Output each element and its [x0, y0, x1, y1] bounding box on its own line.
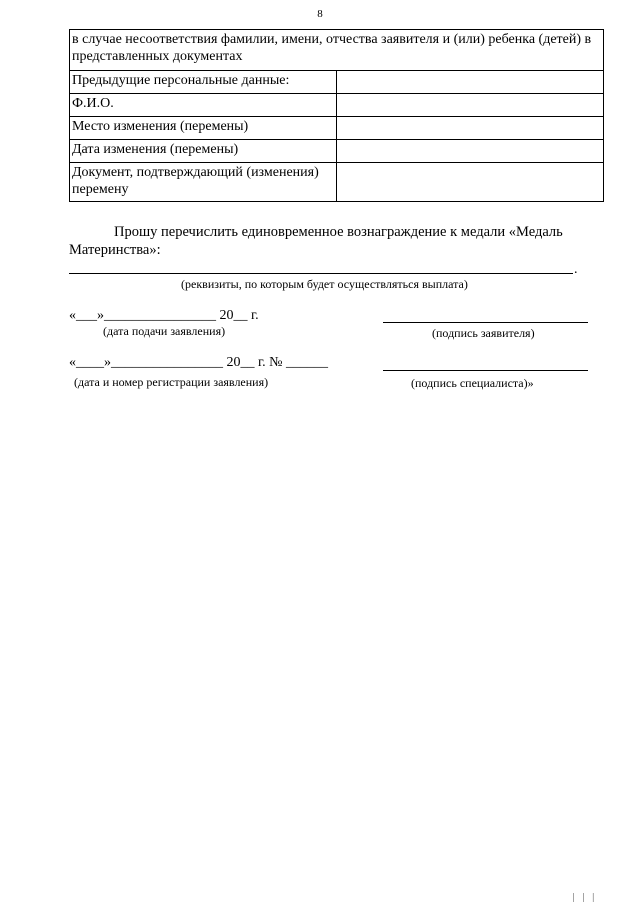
change-document-value[interactable] — [337, 163, 604, 202]
table-row — [70, 71, 604, 94]
table-row — [70, 140, 604, 163]
applicant-signature-caption: (подпись заявителя) — [432, 326, 535, 340]
requisites-caption: (реквизиты, по которым будет осуществляться выплата) — [181, 277, 468, 291]
change-date-label: Дата изменения (перемены) — [70, 140, 337, 163]
specialist-signature-caption: (подпись специалиста)» — [411, 376, 534, 390]
table-row — [70, 163, 604, 202]
change-place-label: Место изменения (перемены) — [70, 117, 337, 140]
requisites-line-end: . — [574, 262, 578, 277]
full-name-value[interactable] — [337, 94, 604, 117]
table-row — [70, 30, 604, 71]
applicant-signature-line[interactable] — [383, 322, 588, 323]
previous-data-label: Предыдущие персональные данные: — [70, 71, 337, 94]
requisites-line[interactable] — [69, 273, 573, 274]
change-place-value[interactable] — [337, 117, 604, 140]
application-date-field[interactable]: «___»________________ 20__ г. — [69, 308, 259, 323]
mismatch-note-cell: в случае несоответствия фамилии, имени, отчества заявителя и (или) ребенка (детей) в представленных документах — [70, 30, 604, 71]
change-date-value[interactable] — [337, 140, 604, 163]
request-paragraph: Прошу перечислить единовременное вознаграждение к медали «Медаль Материнства»: — [69, 224, 563, 258]
previous-data-value[interactable] — [337, 71, 604, 94]
change-document-label: Документ, подтверждающий (изменения) перемену — [70, 163, 337, 202]
registration-caption: (дата и номер регистрации заявления) — [74, 375, 269, 389]
table-row — [70, 117, 604, 140]
footer-mark: | | | — [572, 893, 597, 903]
table-row — [70, 94, 604, 117]
specialist-signature-line[interactable] — [383, 370, 588, 371]
full-name-label: Ф.И.О. — [70, 94, 337, 117]
application-date-caption: (дата подачи заявления) — [103, 324, 226, 338]
page-number: 8 — [317, 8, 323, 20]
registration-field[interactable]: «____»________________ 20__ г. № ______ — [69, 355, 329, 370]
personal-data-table — [69, 29, 604, 202]
